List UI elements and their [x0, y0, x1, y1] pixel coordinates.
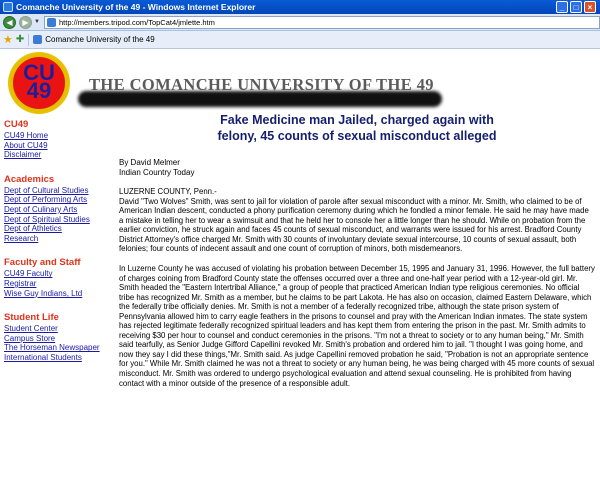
maximize-button[interactable]: □: [570, 1, 582, 13]
article-body: [119, 187, 595, 388]
page-icon: [47, 18, 56, 27]
tab-page-icon: [33, 35, 42, 44]
sidebar-link-performing-arts[interactable]: Dept of Performing Arts: [4, 195, 88, 205]
sidebar-link-disclaimer[interactable]: Disclaimer: [4, 150, 42, 160]
window-titlebar: [0, 0, 600, 14]
headline-line-1: Fake Medicine man Jailed, charged again with: [220, 113, 494, 127]
headline-line-2: felony, 45 counts of sexual misconduct alleged: [217, 128, 497, 143]
sidebar: [4, 119, 112, 377]
sidebar-section-student-life: [4, 312, 112, 362]
sidebar-heading-student-life: Student Life: [4, 312, 59, 324]
sidebar-link-campus-store[interactable]: Campus Store: [4, 333, 56, 343]
byline-author: By David Melmer: [119, 158, 180, 167]
sidebar-heading-faculty: Faculty and Staff: [4, 257, 81, 269]
favorites-star-icon[interactable]: ★: [3, 34, 13, 46]
sidebar-link-research[interactable]: Research: [4, 233, 39, 243]
article-paragraph-2: In Luzerne County he was accused of violating his probation between December 15, 1995 and January 31, 1996. However, the full battery of charges coining from Bradford County state the offenses occurred over a three and one-half year period with a 12-year-old girl. Mr. Smith headed the "Eastern Intertribal Alliance," a group of people that practiced American Indian type religious ceremonies. No official tribe has recognized Mr. Smith as a member, but he claims to be part Lakota. He has also on occasion, claimed Eastern Delaware, which the federally tribe officially denies. Mr. Smith is not a member of a federally recognized tribe, although the state prison system of Pennsylvania allowed him to carry eagle feathers in the prisons to counsel and pray with the American Indian inmates. The state system has rejected legitimate federally recognized spiritual leaders and has kept them from entering the prison in the past. Mr. Smith admits to receiving $30 per hour to counsel and conduct ceremonies in the prisons. "I'm not a threat to society or to any human being," Mr. Smith said tearfully, as Senior Judge Gifford Capellini revoked Mr. Smith's probation and ordered him to jail. "I thought I was going home, and now they say I did these things,"Mr. Smith said. As judge Capellini removed probation he said, "Probation is not an appropriate sentence for you." While Mr. Smith claimed he was not a threat to society or any human being, he was being charged with 45 more counts of sexual misconduct. Mr. Smith was ordered to undergo psychological evaluation and attend sexual counseling. He is prohibited from having contact with a minor outside of the presence of a responsible adult.: [119, 264, 595, 388]
ie-app-icon: [3, 2, 13, 12]
address-toolbar: [0, 14, 600, 31]
article-byline: [119, 158, 595, 177]
tab-active[interactable]: [33, 35, 154, 44]
cu49-logo: [8, 52, 70, 114]
sidebar-link-culinary-arts[interactable]: Dept of Culinary Arts: [4, 204, 78, 214]
window-title: Comanche University of the 49 - Windows Internet Explorer: [16, 2, 256, 12]
forward-button[interactable]: ▶: [19, 16, 32, 29]
address-input[interactable]: [44, 16, 600, 29]
page-content: [0, 49, 600, 487]
address-url: http://members.tripod.com/TopCat4/jmlette.htm: [59, 18, 215, 27]
sidebar-link-spiritual-studies[interactable]: Dept of Spiritual Studies: [4, 214, 90, 224]
byline-source: Indian Country Today: [119, 167, 195, 177]
close-button[interactable]: ×: [584, 1, 596, 13]
toolbar-divider: [28, 34, 29, 46]
sidebar-heading-academics: Academics: [4, 173, 55, 185]
tab-bar: [0, 31, 600, 49]
sidebar-link-horseman-newspaper[interactable]: The Horseman Newspaper: [4, 343, 100, 353]
minimize-button[interactable]: _: [556, 1, 568, 13]
sidebar-link-registrar[interactable]: Registrar: [4, 278, 37, 288]
sidebar-link-about-cu49[interactable]: About CU49: [4, 140, 48, 150]
tab-label: Comanche University of the 49: [45, 35, 155, 44]
sidebar-link-wise-guy-indians[interactable]: Wise Guy Indians, Ltd: [4, 288, 83, 298]
add-favorite-icon[interactable]: ✚: [15, 34, 25, 45]
sidebar-link-international-students[interactable]: International Students: [4, 352, 82, 362]
back-button[interactable]: ◀: [3, 16, 16, 29]
site-title: THE COMANCHE UNIVERSITY OF THE 49: [89, 75, 434, 94]
article-dateline: LUZERNE COUNTY, Penn.-: [119, 187, 217, 197]
logo-text: CU 49: [23, 60, 55, 103]
sidebar-link-cu49-faculty[interactable]: CU49 Faculty: [4, 269, 53, 279]
sidebar-link-cultural-studies[interactable]: Dept of Cultural Studies: [4, 185, 89, 195]
article-headline: [119, 113, 595, 144]
sidebar-heading-cu49: CU49: [4, 119, 29, 130]
sidebar-section-faculty: [4, 257, 112, 298]
sidebar-section-cu49: [4, 119, 112, 160]
article: [119, 113, 595, 388]
sidebar-link-student-center[interactable]: Student Center: [4, 324, 58, 334]
sidebar-link-cu49-home[interactable]: CU49 Home: [4, 131, 49, 140]
article-paragraph-1-text: David "Two Wolves" Smith, was sent to jail for violation of parole after sexual misconduct with a minor. Mr. Smith, who claimed to be of American Indian descent, conducted a phony purification ceremony during which he fondled a minor female. He said he may have made a mistake in telling her to wear a swimsuit and that he held her to console her a little longer than he should. While on probation from the earlier conviction, he struck again and faces 45 counts of sexual misconduct, and warrants were issued for his arrest. Bradford County District Attorney's office charged Mr. Smith with 30 counts of involuntary deviate sexual intercourse, 10 counts of sexual assault, both felonies; four counts of indecent assault and one count of corruption of minors, both misdemeanors.: [119, 196, 589, 254]
sidebar-section-academics: [4, 174, 112, 244]
article-paragraph-1: [119, 187, 595, 254]
sidebar-link-athletics[interactable]: Dept of Athletics: [4, 224, 62, 234]
history-dropdown-icon[interactable]: ▼: [34, 19, 40, 25]
